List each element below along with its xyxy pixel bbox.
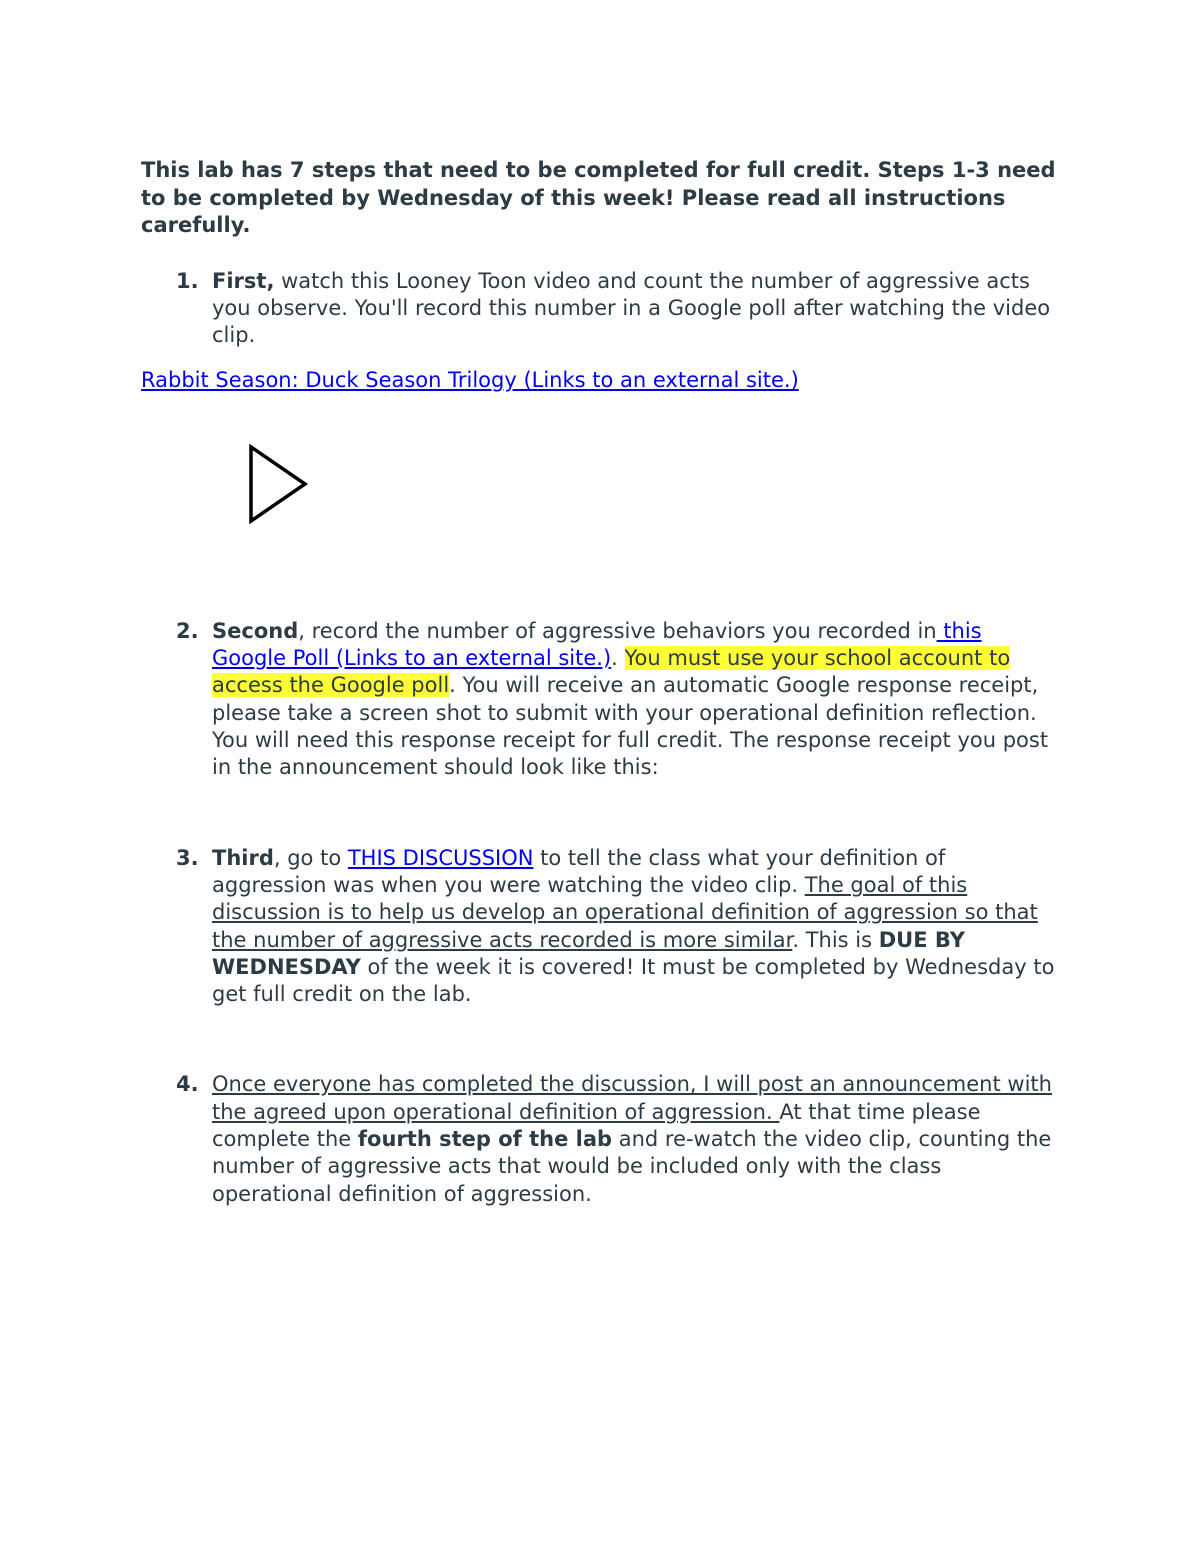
highlighted-note: You must use your school account to access the Google poll xyxy=(212,646,1011,698)
step-body: , go to xyxy=(273,845,348,870)
google-poll-link[interactable]: this Google Poll (Links to an external site.) xyxy=(212,618,982,671)
step-number: 1. xyxy=(176,268,199,293)
discussion-link[interactable]: THIS DISCUSSION xyxy=(347,845,534,870)
step-body: to tell the class what your definition of aggression was when you were watching the video clip. xyxy=(212,845,946,897)
step-number: 4. xyxy=(176,1072,199,1097)
step-body: At that time please complete the xyxy=(212,1099,981,1152)
fourth-step-emphasis: fourth step of the lab xyxy=(357,1127,613,1152)
step-number: 2. xyxy=(176,618,199,643)
due-date-emphasis: DUE BY WEDNESDAY xyxy=(212,927,965,979)
step-3 xyxy=(141,845,1061,1009)
step-number: 3. xyxy=(176,845,199,870)
step-lead: Second xyxy=(212,618,299,643)
step-body: . You will receive an automatic Google response receipt, please take a screen shot to submit with your operational definition reflection. You will need this response receipt for full credit. The response receipt you post in the announcement should look like this: xyxy=(212,673,1049,780)
underlined-goal: The goal of this discussion is to help us develop an operational definition of aggression so that the number of aggressive acts recorded is more similar xyxy=(212,872,1038,952)
video-link-paragraph xyxy=(141,367,1061,395)
step-3-text xyxy=(212,845,1061,1009)
underlined-announcement: Once everyone has completed the discussion, I will post an announcement with the agreed upon operational definition of aggression. xyxy=(212,1072,1052,1124)
step-lead: Third xyxy=(212,845,274,870)
step-body: and re-watch the video clip, counting the number of aggressive acts that would be included only with the class operational definition of aggression. xyxy=(212,1127,1052,1206)
step-4-text xyxy=(212,1071,1061,1207)
step-body: . xyxy=(611,646,625,671)
play-icon[interactable] xyxy=(247,444,309,524)
document-body xyxy=(141,157,1061,1208)
step-1 xyxy=(141,268,1061,350)
video-link[interactable]: Rabbit Season: Duck Season Trilogy (Links to an external site.) xyxy=(141,368,799,393)
step-2 xyxy=(141,618,1061,782)
step-lead: First, xyxy=(212,268,275,293)
step-body: , record the number of aggressive behaviors you recorded in xyxy=(298,618,937,643)
step-4 xyxy=(141,1071,1061,1207)
step-body: of the week it is covered! It must be completed by Wednesday to get full credit on the lab. xyxy=(212,954,1055,1007)
step-1-text xyxy=(212,268,1061,350)
step-body: watch this Looney Toon video and count the number of aggressive acts you observe. You'll record this number in a Google poll after watching the video clip. xyxy=(212,268,1051,348)
intro-paragraph: This lab has 7 steps that need to be completed for full credit. Steps 1-3 need to be completed by Wednesday of this week! Please read all instructions carefully. xyxy=(141,158,1056,237)
step-2-text xyxy=(212,618,1061,782)
step-body: . This is xyxy=(792,927,879,952)
